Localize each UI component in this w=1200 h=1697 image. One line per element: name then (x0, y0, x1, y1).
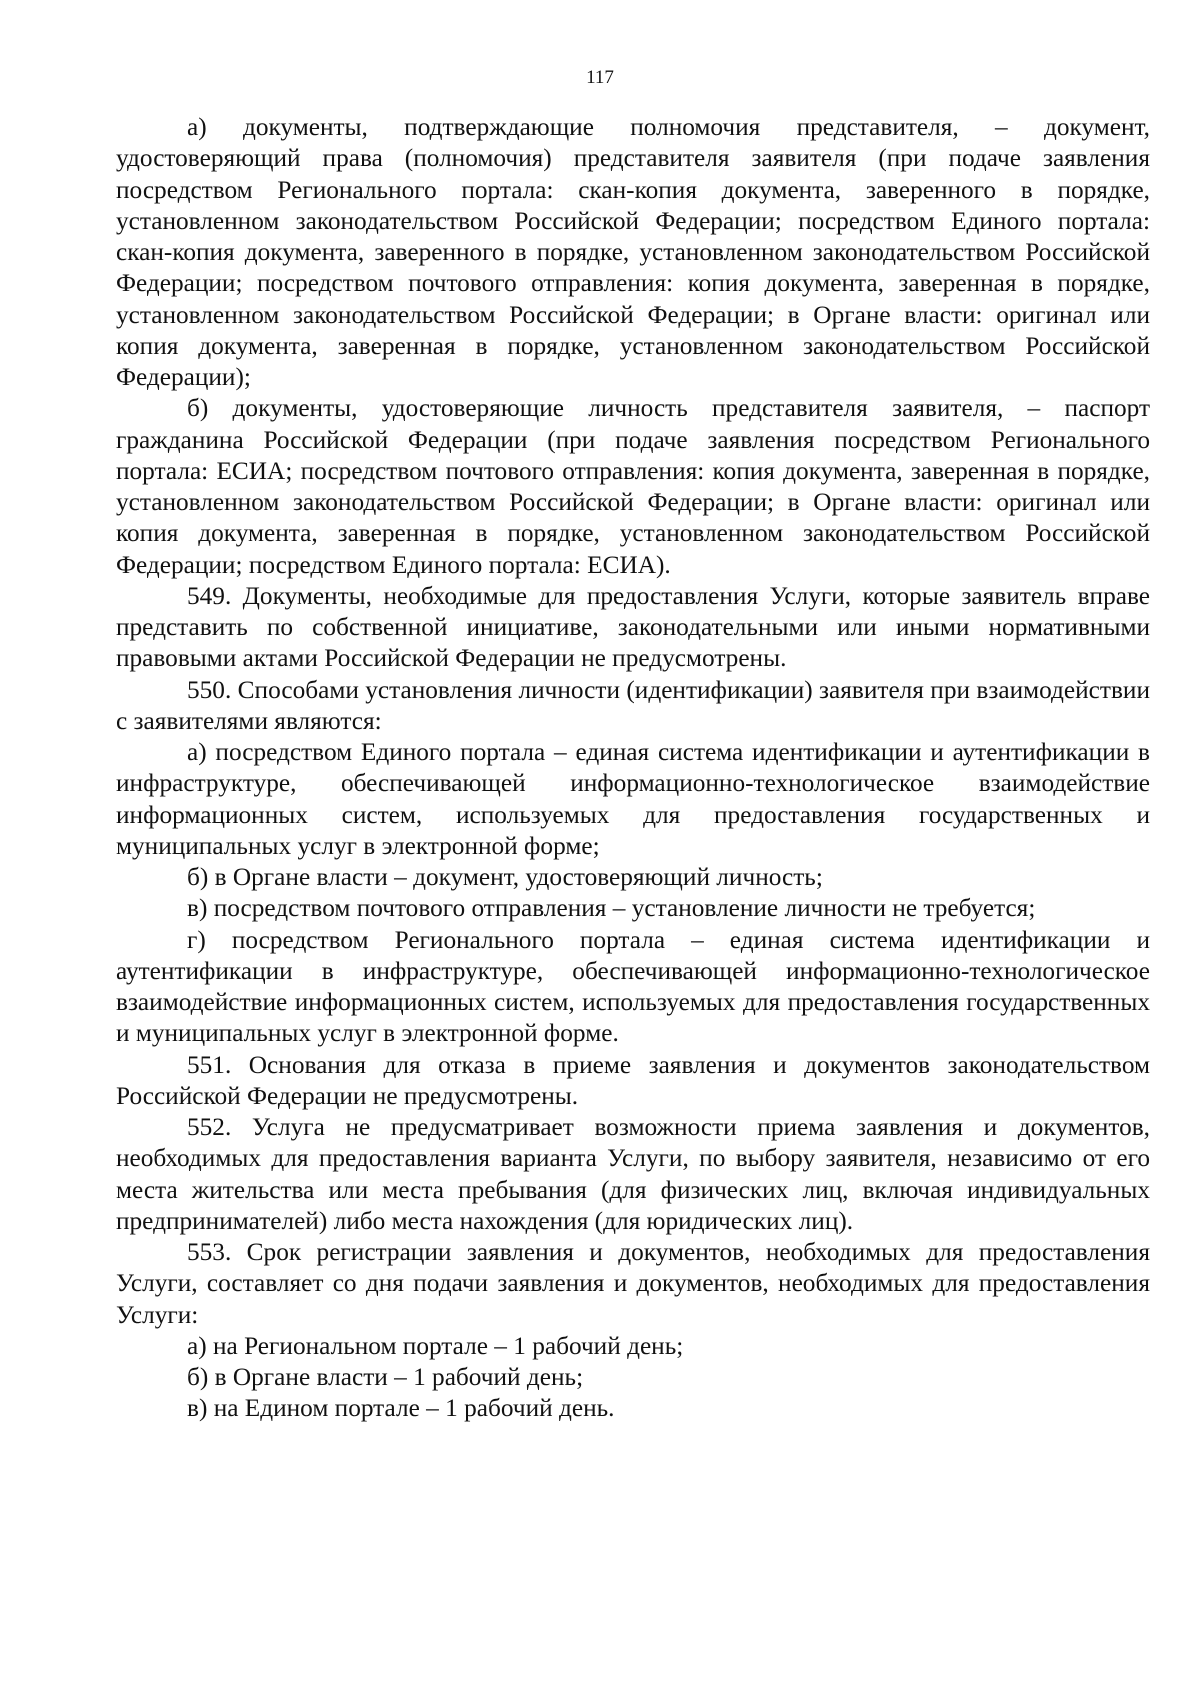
paragraph-553: 553. Срок регистрации заявления и документов, необходимых для предоставления Услуги, составляет со дня подачи заявления и документов, необходимых для предоставления Услуги: (116, 1238, 1150, 1329)
paragraph-551: 551. Основания для отказа в приеме заявления и документов законодательством Российской Федерации не предусмотрены. (116, 1050, 1150, 1110)
paragraph-550: 550. Способами установления личности (идентификации) заявителя при взаимодействии с заявителями являются: (116, 675, 1150, 735)
page-number: 117 (586, 67, 614, 88)
paragraph-549: 549. Документы, необходимые для предоставления Услуги, которые заявитель вправе представить по собственной инициативе, законодательными или иными нормативными правовыми актами Российской Федерации не предусмотрены. (116, 581, 1150, 673)
paragraph-representative-identity-documents: б) документы, удостоверяющие личность представителя заявителя, – паспорт гражданина Российской Федерации (при подаче заявления посредством Регионального портала: ЕСИА; посредством почтового отправления: копия документа, заверенная в порядке, установленном законодательством Российской Федерации; в Органе власти: оригинал или копия документа, заверенная в порядке, установленном законодательством Российской Федерации; посредством Единого портала: ЕСИА). (116, 394, 1150, 579)
paragraph-553-b: б) в Органе власти – 1 рабочий день; (187, 1363, 584, 1391)
paragraph-553-v: в) на Едином портале – 1 рабочий день. (187, 1394, 615, 1423)
document-body (116, 112, 1150, 1425)
paragraph-553-a: а) на Региональном портале – 1 рабочий день; (187, 1331, 684, 1360)
paragraph-550-a: а) посредством Единого портала – единая система идентификации и аутентификации в инфраструктуре, обеспечивающей информационно-технологическое взаимодействие информационных систем, используемых для предоставления государственных и муниципальных услуг в электронной форме; (116, 738, 1150, 860)
paragraph-550-v: в) посредством почтового отправления – установление личности не требуется; (187, 894, 1036, 923)
paragraph-550-b: б) в Органе власти – документ, удостоверяющий личность; (187, 863, 823, 891)
paragraph-550-g: г) посредством Регионального портала – единая система идентификации и аутентификации в инфраструктуре, обеспечивающей информационно-технологическое взаимодействие информационных систем, используемых для предоставления государственных и муниципальных услуг в электронной форме. (116, 925, 1150, 1048)
paragraph-552: 552. Услуга не предусматривает возможности приема заявления и документов, необходимых для предоставления варианта Услуги, по выбору заявителя, независимо от его места жительства или места пребывания (для физических лиц, включая индивидуальных предпринимателей) либо места нахождения (для юридических лиц). (116, 1113, 1150, 1235)
paragraph-representative-authority-documents: а) документы, подтверждающие полномочия представителя, – документ, удостоверяющий права (полномочия) представителя заявителя (при подаче заявления посредством Регионального портала: скан-копия документа, заверенного в порядке, установленном законодательством Российской Федерации; посредством Единого портала: скан-копия документа, заверенного в порядке, установленном законодательством Российской Федерации; посредством почтового отправления: копия документа, заверенная в порядке, установленном законодательством Российской Федерации; в Органе власти: оригинал или копия документа, заверенная в порядке, установленном законодательством Российской Федерации); (116, 113, 1150, 391)
